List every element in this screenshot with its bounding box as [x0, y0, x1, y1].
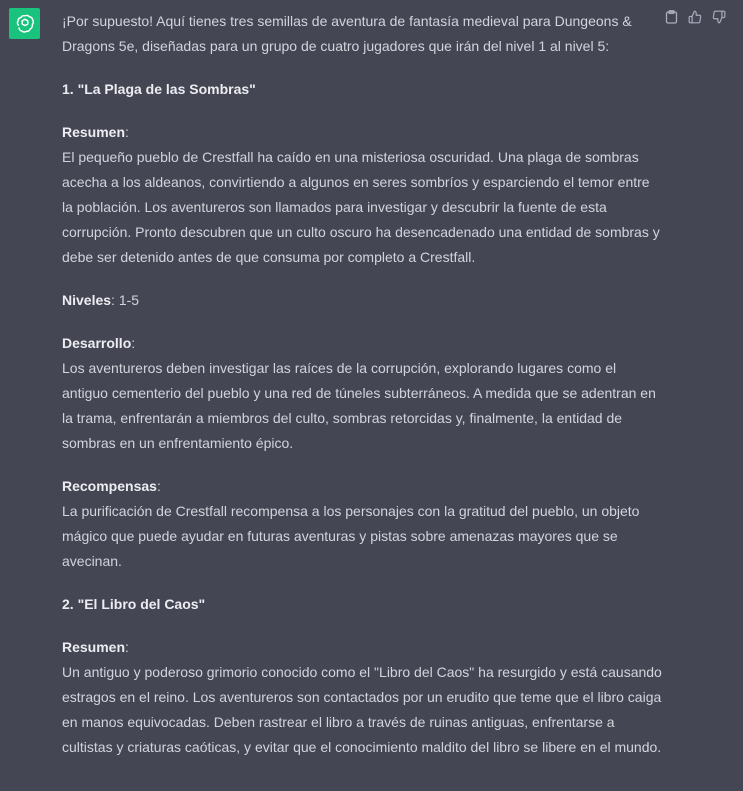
copy-button[interactable] — [663, 9, 679, 25]
openai-logo-icon — [14, 13, 36, 35]
seed1-recompensas: Recompensas: La purificación de Crestfall recompensa a los personajes con la gratitud del pueblo, un objeto mágico que puede ayudar en futuras aventuras y pistas sobre amenazas mayores que se avecinan. — [62, 478, 640, 569]
resumen-label: Resumen — [62, 639, 126, 655]
seed1-niveles: Niveles: 1-5 — [62, 292, 140, 308]
intro-paragraph: ¡Por supuesto! Aquí tienes tres semillas de aventura de fantasía medieval para Dungeons & Dragons 5e, diseñadas para un grupo de cuatro jugadores que irán del nivel 1 al nivel 5: — [62, 13, 632, 54]
message-actions — [663, 9, 727, 25]
seed1-desarrollo: Desarrollo: Los aventureros deben investigar las raíces de la corrupción, explorando lugares como el antiguo cementerio del pueblo y una red de túneles subterráneos. A medida que se adentran en la trama, enfrentarán a miembros del culto, sombras retorcidas y, finalmente, la entidad de sombras en un enfrentamiento épico. — [62, 335, 656, 451]
niveles-value: 1-5 — [118, 292, 140, 308]
thumbs-down-icon — [712, 10, 726, 24]
seed1-resumen: Resumen: El pequeño pueblo de Crestfall ha caído en una misteriosa oscuridad. Una plaga de sombras acecha a los aldeanos, convirtiendo a algunos en seres sombríos y esparciendo el temor entre la población. Los aventureros son llamados para investigar y descubrir la fuente de esta corrupción. Pronto descubren que un culto oscuro ha desencadenado una entidad de sombras y debe ser detenido antes de que consuma por completo a Crestfall. — [62, 124, 660, 265]
niveles-label: Niveles — [62, 292, 112, 308]
thumbs-up-icon — [688, 10, 702, 24]
recompensas-label: Recompensas — [62, 478, 157, 494]
seed2-title: 2. "El Libro del Caos" — [62, 596, 206, 612]
assistant-avatar — [9, 8, 40, 39]
desarrollo-label: Desarrollo — [62, 335, 132, 351]
resumen-text: El pequeño pueblo de Crestfall ha caído en una misteriosa oscuridad. Una plaga de sombras acecha a los aldeanos, convirtiendo a algunos en seres sombríos y esparciendo el temor entre la población. Los aventureros son llamados para investigar y descubrir la fuente de esta corrupción. Pronto descubren que un culto oscuro ha desencadenado una entidad de sombras y debe ser detenido antes de que consuma por completo a Crestfall. — [62, 149, 660, 265]
resumen-label: Resumen — [62, 124, 126, 140]
thumbs-down-button[interactable] — [711, 9, 727, 25]
desarrollo-text: Los aventureros deben investigar las raíces de la corrupción, explorando lugares como el antiguo cementerio del pueblo y una red de túneles subterráneos. A medida que se adentran en la trama, enfrentarán a miembros del culto, sombras retorcidas y, finalmente, la entidad de sombras en un enfrentamiento épico. — [62, 360, 656, 451]
resumen-text: Un antiguo y poderoso grimorio conocido como el "Libro del Caos" ha resurgido y está causando estragos en el reino. Los aventureros son contactados por un erudito que teme que el libro caiga en manos equivocadas. Deben rastrear el libro a través de ruinas antiguas, enfrentarse a cultistas y criaturas caóticas, y evitar que el conocimiento maldito del libro se libere en el mundo. — [62, 664, 662, 755]
assistant-message — [62, 9, 662, 778]
seed1-title: 1. "La Plaga de las Sombras" — [62, 81, 256, 97]
thumbs-up-button[interactable] — [687, 9, 703, 25]
clipboard-icon — [665, 10, 678, 24]
seed2-resumen: Resumen: Un antiguo y poderoso grimorio conocido como el "Libro del Caos" ha resurgido y está causando estragos en el reino. Los aventureros son contactados por un erudito que teme que el libro caiga en manos equivocadas. Deben rastrear el libro a través de ruinas antiguas, enfrentarse a cultistas y criaturas caóticas, y evitar que el conocimiento maldito del libro se libere en el mundo. — [62, 639, 662, 755]
recompensas-text: La purificación de Crestfall recompensa a los personajes con la gratitud del pueblo, un objeto mágico que puede ayudar en futuras aventuras y pistas sobre amenazas mayores que se avecinan. — [62, 503, 640, 569]
